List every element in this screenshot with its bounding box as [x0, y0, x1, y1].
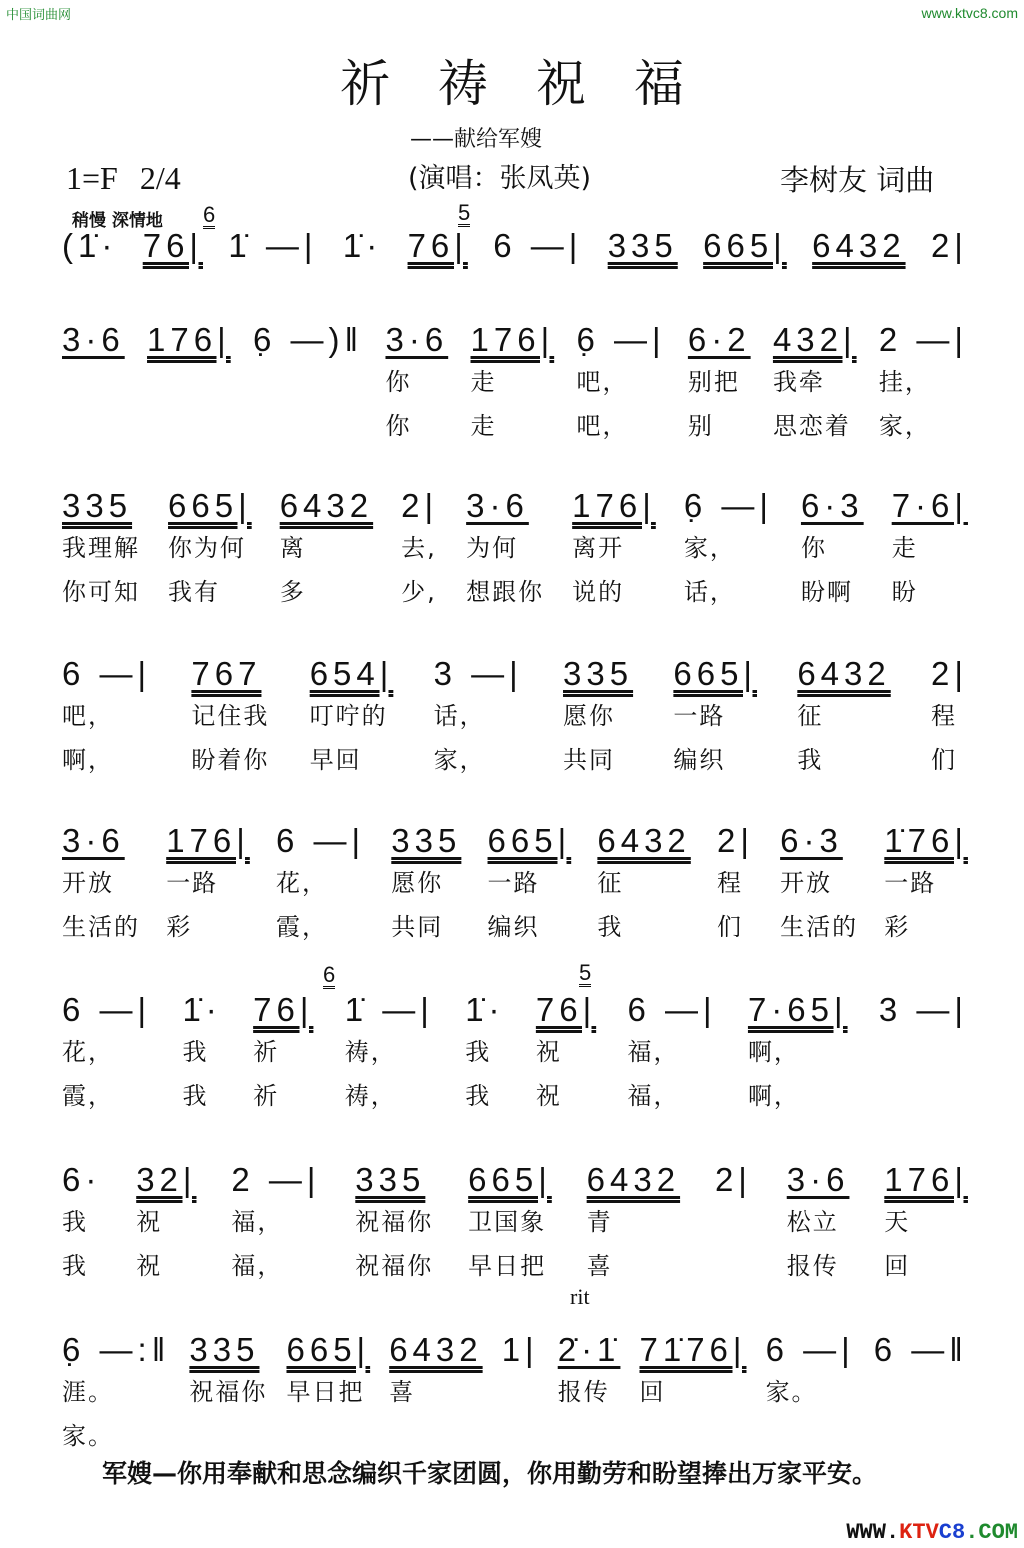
notation: 6·2 — [687, 321, 751, 358]
lyric-verse-2: 别 — [687, 412, 714, 440]
notation: 1̇76| — [884, 822, 968, 859]
note-group — [147, 320, 231, 448]
lyric-verse-1: 愿你 — [391, 869, 444, 897]
notation: 1| — [501, 1331, 539, 1368]
note-group — [62, 486, 140, 614]
notation: 665| — [468, 1161, 552, 1198]
note-group — [879, 990, 968, 1118]
notation: (1̇· — [62, 227, 118, 264]
note-group — [168, 486, 252, 614]
lyric-verse-1: 青 — [586, 1208, 613, 1236]
site-watermark-left: 中国词曲网 — [6, 8, 72, 23]
notation: 6 —| — [627, 991, 717, 1028]
lyric-verse-2: 霞， — [62, 1082, 114, 1110]
lyric-verse-2: 们 — [931, 746, 958, 774]
notation: 335 — [62, 487, 133, 524]
note-group — [628, 990, 717, 1118]
notation: 76| — [535, 991, 597, 1028]
lyric-verse-1: 开放 — [780, 869, 833, 897]
author: 李树友 词曲 — [780, 163, 935, 197]
lyric-verse-2: 福， — [231, 1252, 284, 1280]
lyric-verse-2: 盼着你 — [191, 746, 270, 774]
lyric-verse-2: 我 — [465, 1082, 492, 1110]
lyric-verse-1: 去, — [401, 534, 437, 562]
lyric-verse-1: 报传 — [557, 1378, 610, 1406]
note-group — [797, 654, 890, 782]
lyric-verse-2: 家。 — [62, 1422, 114, 1450]
notation: 176| — [572, 487, 656, 524]
lyric-verse-2: 祝 — [535, 1082, 562, 1110]
note-group — [191, 654, 269, 782]
lyric-verse-1: 离 — [279, 534, 306, 562]
note-group — [801, 486, 864, 614]
lyric-verse-2: 思恋着 — [772, 412, 851, 440]
notation: 2 —| — [231, 1161, 321, 1198]
note-group — [276, 821, 365, 949]
lyric-verse-1: 征 — [797, 702, 824, 730]
notation: 3·6 — [786, 1161, 850, 1198]
notation: 3·6 — [385, 321, 449, 358]
notation: 6432 — [797, 655, 891, 692]
notation: 176| — [147, 321, 231, 358]
lyric-verse-1: 愿你 — [563, 702, 616, 730]
lyric-verse-2: 祷， — [344, 1082, 397, 1110]
note-group — [345, 990, 434, 1118]
lyric-verse-1: 程 — [931, 702, 958, 730]
note-group — [640, 1330, 747, 1458]
notation: 1̇· — [182, 991, 222, 1028]
tempo-marking: 稍慢 深情地 — [72, 211, 163, 231]
grace-note: 6 — [203, 202, 216, 227]
lyric-verse-1: 啊， — [747, 1038, 800, 1066]
notation: 3 —| — [878, 991, 968, 1028]
lyric-verse-1: 程 — [716, 869, 743, 897]
lyric-verse-1: 你为何 — [168, 534, 247, 562]
notation: 6·3 — [780, 822, 843, 859]
note-group — [673, 654, 757, 782]
score-line — [62, 821, 968, 949]
note-group — [884, 821, 968, 949]
note-group — [879, 320, 968, 448]
note-group — [280, 486, 373, 614]
lyric-verse-2: 家， — [878, 412, 931, 440]
note-group — [597, 821, 690, 949]
lyric-verse-1: 吧， — [62, 702, 114, 730]
lyric-verse-1: 我 — [465, 1038, 492, 1066]
lyric-verse-1: 一路 — [673, 702, 726, 730]
note-group — [572, 486, 656, 614]
lyric-verse-2: 啊， — [62, 746, 114, 774]
lyric-verse-2: 共同 — [563, 746, 616, 774]
note-group — [253, 990, 313, 1118]
lyric-verse-1: 开放 — [62, 869, 114, 897]
note-group — [434, 654, 523, 782]
lyric-verse-1: 话， — [433, 702, 486, 730]
lyric-verse-2: 多 — [279, 578, 306, 606]
lyric-verse-2: 回 — [884, 1252, 911, 1280]
site-logo: WWW.KTVC8.COM — [846, 1520, 1018, 1545]
notation: 335 — [355, 1161, 426, 1198]
lyric-verse-1: 我 — [62, 1208, 88, 1236]
notation: 665| — [673, 655, 758, 692]
lyric-verse-2: 你可知 — [62, 578, 140, 606]
lyric-verse-2: 福， — [627, 1082, 680, 1110]
lyric-verse-2: 说的 — [572, 578, 625, 606]
lyric-verse-1: 离开 — [572, 534, 625, 562]
lyric-verse-1: 叮咛的 — [309, 702, 388, 730]
lyric-verse-2: 我 — [597, 913, 624, 941]
lyric-verse-1: 吧， — [576, 368, 629, 396]
lyric-verse-2: 编织 — [487, 913, 540, 941]
note-group — [62, 1330, 170, 1458]
notation: 1̇· — [465, 991, 505, 1028]
lyric-verse-1: 回 — [639, 1378, 666, 1406]
notation: 335 — [391, 822, 462, 859]
notation: 176| — [470, 321, 555, 358]
lyric-verse-2: 彩 — [166, 913, 193, 941]
lyric-verse-2: 彩 — [884, 913, 911, 941]
lyric-verse-1: 家。 — [765, 1378, 818, 1406]
lyric-verse-1: 松立 — [786, 1208, 839, 1236]
lyric-verse-2: 报传 — [786, 1252, 839, 1280]
notation: 654| — [309, 655, 394, 692]
lyric-verse-1: 福， — [627, 1038, 680, 1066]
notation: 6432 — [597, 822, 691, 859]
notation: 76| — [253, 991, 314, 1028]
notation: 2 —| — [878, 321, 968, 358]
notation: 3·6 — [62, 321, 125, 358]
footer-dedication: 军嫂—你用奉献和思念编织千家团圆，你用勤劳和盼望捧出万家平安。 — [102, 1459, 878, 1488]
note-group — [874, 1330, 968, 1458]
lyric-verse-1: 祝 — [535, 1038, 562, 1066]
note-group — [231, 1160, 320, 1288]
lyric-verse-2: 家， — [433, 746, 486, 774]
notation: 3·6 — [62, 822, 125, 859]
note-group — [62, 990, 151, 1118]
note-group — [502, 1330, 539, 1458]
notation: 665| — [487, 822, 572, 859]
notation: 2| — [401, 487, 439, 524]
lyric-verse-2: 祝 — [136, 1252, 163, 1280]
lyric-verse-2: 生活的 — [780, 913, 859, 941]
notation: 3·6 — [466, 487, 529, 524]
notation: 2̇·1̇ — [557, 1331, 621, 1368]
note-group — [780, 821, 858, 949]
note-group — [466, 486, 544, 614]
note-group — [931, 654, 968, 782]
ritardando-marking: rit — [570, 1284, 590, 1309]
notation: 6̣ —)‖ — [253, 321, 364, 358]
lyric-verse-1: 为何 — [466, 534, 519, 562]
lyric-verse-2: 编织 — [673, 746, 726, 774]
lyric-verse-2: 共同 — [391, 913, 444, 941]
notation: 3 —| — [433, 655, 523, 692]
lyric-verse-2: 喜 — [586, 1252, 613, 1280]
notation: 335 — [189, 1331, 260, 1368]
note-group — [536, 990, 596, 1118]
lyric-verse-2: 我 — [62, 1252, 88, 1280]
lyric-verse-1: 祝 — [136, 1208, 163, 1236]
lyric-verse-1: 福， — [231, 1208, 284, 1236]
note-group — [465, 990, 504, 1118]
notation: 6432 — [389, 1331, 483, 1368]
notation: 432| — [772, 321, 857, 358]
lyric-verse-1: 祝福你 — [355, 1208, 434, 1236]
lyric-verse-1: 走 — [470, 368, 497, 396]
note-group — [717, 821, 754, 949]
notation: 2| — [716, 822, 754, 859]
lyric-verse-1: 卫国象 — [468, 1208, 547, 1236]
note-group — [166, 821, 250, 949]
notation: 176| — [884, 1161, 968, 1198]
note-group — [253, 320, 363, 448]
notation: 6432 — [812, 227, 906, 264]
notation: 665| — [168, 487, 252, 524]
note-group — [391, 821, 461, 949]
lyric-verse-2: 霞， — [276, 913, 329, 941]
lyric-verse-2: 盼 — [891, 578, 918, 606]
notation: 6 —| — [62, 655, 152, 692]
lyric-verse-1: 涯。 — [62, 1378, 114, 1406]
lyric-verse-1: 早日把 — [286, 1378, 365, 1406]
notation: 2| — [931, 655, 968, 692]
lyric-verse-1: 花， — [276, 869, 329, 897]
note-group — [558, 1330, 621, 1458]
lyric-verse-2: 我 — [797, 746, 824, 774]
note-group — [471, 320, 555, 448]
notation: 32| — [136, 1161, 197, 1198]
lyric-verse-1: 我理解 — [62, 534, 140, 562]
lyric-verse-1: 我 — [182, 1038, 209, 1066]
lyric-verse-1: 记住我 — [191, 702, 270, 730]
note-group — [310, 654, 394, 782]
notation: 76| — [407, 227, 468, 264]
note-group — [62, 1160, 101, 1288]
lyric-verse-2: 啊， — [747, 1082, 800, 1110]
lyric-verse-1: 你 — [385, 368, 412, 396]
lyric-verse-1: 喜 — [389, 1378, 416, 1406]
notation: 6· — [62, 1161, 102, 1198]
notation: 6 —| — [62, 991, 152, 1028]
score-line — [62, 990, 968, 1118]
lyric-verse-1: 挂， — [878, 368, 931, 396]
lyric-verse-2: 祝福你 — [355, 1252, 434, 1280]
lyric-verse-1: 走 — [891, 534, 918, 562]
note-group — [401, 486, 438, 614]
note-group — [587, 1160, 680, 1288]
notation: 665| — [286, 1331, 371, 1368]
notation: 6432 — [586, 1161, 681, 1198]
notation: 6̣ —:‖ — [62, 1331, 171, 1368]
notation: 1̇· — [342, 227, 383, 264]
lyric-verse-2: 话， — [683, 578, 736, 606]
notation: 6 —| — [493, 227, 583, 264]
notation: 7·6| — [891, 487, 968, 524]
score-line — [62, 1330, 968, 1458]
note-group — [766, 1330, 855, 1458]
notation: 2| — [930, 227, 968, 264]
subtitle: ——献给军嫂 — [410, 127, 543, 152]
song-title: 祈祷祝福 — [340, 55, 732, 113]
score-line — [62, 486, 968, 614]
lyric-verse-1: 你 — [800, 534, 827, 562]
note-group — [748, 990, 848, 1118]
notation: 76| — [142, 227, 203, 264]
notation: 2| — [714, 1161, 752, 1198]
lyric-verse-1: 花， — [62, 1038, 114, 1066]
lyric-verse-1: 祈 — [253, 1038, 280, 1066]
notation: 176| — [166, 822, 250, 859]
grace-note: 6 — [323, 962, 336, 987]
note-group — [62, 821, 140, 949]
lyric-verse-1: 征 — [597, 869, 624, 897]
notation: 6 —| — [276, 822, 366, 859]
lyric-verse-1: 祷， — [344, 1038, 397, 1066]
notation: 665| — [703, 227, 787, 264]
score-line — [62, 1160, 968, 1288]
lyric-verse-2: 早回 — [309, 746, 362, 774]
lyric-verse-2: 生活的 — [62, 913, 140, 941]
score-line — [62, 654, 968, 782]
lyric-verse-1: 别把 — [687, 368, 740, 396]
note-group — [62, 320, 125, 448]
notation: 335 — [607, 227, 678, 264]
lyric-verse-2: 想跟你 — [466, 578, 545, 606]
notation: 335 — [563, 655, 634, 692]
score-line — [62, 320, 968, 448]
lyric-verse-1: 家， — [683, 534, 736, 562]
notation: 6432 — [279, 487, 374, 524]
lyric-verse-2: 我有 — [168, 578, 221, 606]
note-group — [468, 1160, 552, 1288]
notation: 7·65| — [747, 991, 848, 1028]
note-group — [688, 320, 751, 448]
notation: 6 —| — [765, 1331, 855, 1368]
lyric-verse-2: 祈 — [253, 1082, 280, 1110]
lyric-verse-2: 你 — [385, 412, 412, 440]
lyric-verse-1: 我牵 — [772, 368, 825, 396]
note-group — [884, 1160, 968, 1288]
lyric-verse-2: 早日把 — [468, 1252, 547, 1280]
note-group — [576, 320, 665, 448]
lyric-verse-2: 我 — [182, 1082, 209, 1110]
site-watermark-right: www.ktvc8.com — [921, 5, 1018, 21]
note-group — [684, 486, 773, 614]
notation: 6·3 — [800, 487, 864, 524]
notation: 767 — [191, 655, 262, 692]
lyric-verse-1: 一路 — [166, 869, 219, 897]
grace-note: 5 — [458, 200, 471, 225]
notation: 71̇76| — [639, 1331, 747, 1368]
lyric-verse-2: 走 — [470, 412, 497, 440]
notation: 1̇ —| — [344, 991, 434, 1028]
notation: 6 —‖ — [873, 1331, 968, 1368]
note-group — [715, 1160, 752, 1288]
lyric-verse-1: 天 — [884, 1208, 911, 1236]
note-group — [189, 1330, 267, 1458]
note-group — [355, 1160, 433, 1288]
lyric-verse-1: 祝福你 — [189, 1378, 268, 1406]
lyric-verse-2: 盼啊 — [800, 578, 853, 606]
notation: 6̣ —| — [576, 321, 666, 358]
singer: (演唱：张凤英) — [408, 163, 592, 194]
note-group — [787, 1160, 850, 1288]
notation: 6̣ —| — [683, 487, 773, 524]
lyric-verse-2: 们 — [716, 913, 743, 941]
grace-note: 5 — [579, 960, 592, 985]
note-group — [773, 320, 857, 448]
lyric-verse-2: 少, — [401, 578, 437, 606]
note-group — [136, 1160, 196, 1288]
note-group — [182, 990, 221, 1118]
note-group — [286, 1330, 370, 1458]
notation: 1̇ —| — [228, 227, 318, 264]
note-group — [389, 1330, 482, 1458]
note-group — [892, 486, 968, 614]
note-group — [563, 654, 633, 782]
note-group — [488, 821, 572, 949]
key-time-signature: 1=F 2/4 — [66, 160, 181, 196]
note-group — [62, 654, 151, 782]
lyric-verse-2: 吧， — [576, 412, 629, 440]
note-group — [385, 320, 448, 448]
lyric-verse-1: 一路 — [884, 869, 937, 897]
lyric-verse-1: 一路 — [487, 869, 540, 897]
